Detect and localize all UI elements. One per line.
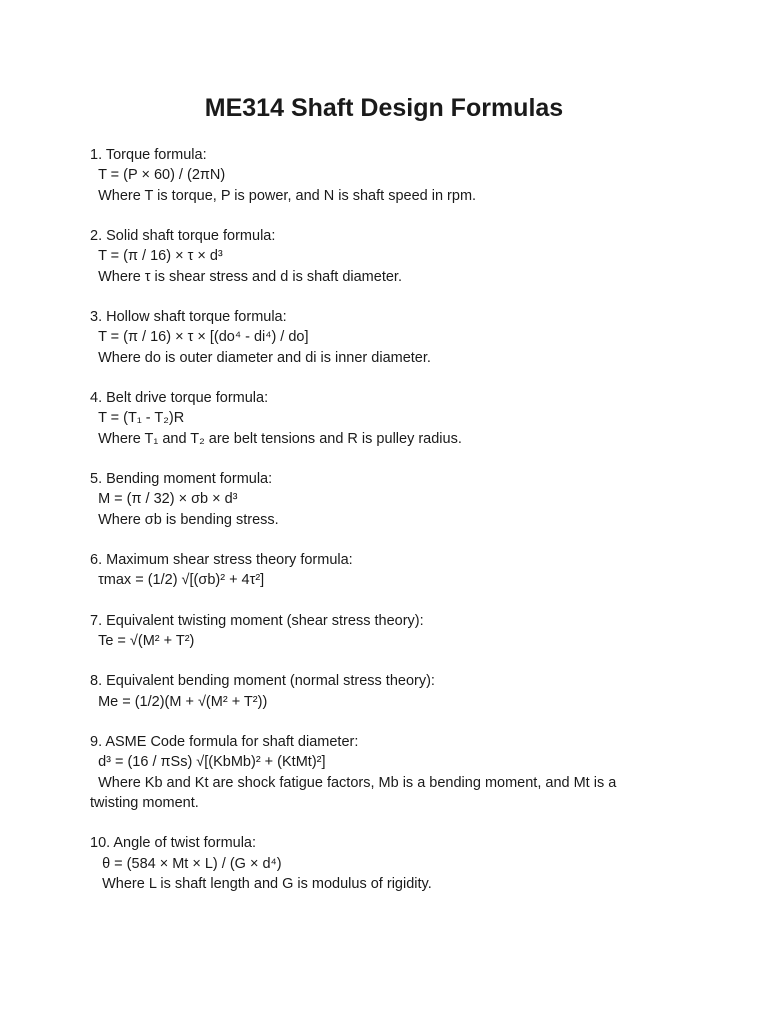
formula-line: T = (T₁ - T₂)R <box>90 410 185 427</box>
formula-line: θ = (584 × Mt × L) / (G × d⁴) <box>90 855 282 872</box>
formula-line: τmax = (1/2) √[(σb)² + 4τ²] <box>90 572 265 589</box>
section-heading: 4. Belt drive torque formula: <box>90 390 269 407</box>
formula-note: Where Kb and Kt are shock fatigue factors, Mb is a bending moment, and Mt is a twisting moment. <box>90 774 621 812</box>
section-heading: 7. Equivalent twisting moment (shear stress theory): <box>90 612 424 629</box>
section-heading: 6. Maximum shear stress theory formula: <box>90 552 353 569</box>
page-title: ME314 Shaft Design Formulas <box>204 94 564 122</box>
section-heading: 5. Bending moment formula: <box>90 471 273 488</box>
formula-section-asme-code <box>90 732 650 814</box>
formula-line: M = (π / 32) × σb × d³ <box>90 491 238 508</box>
formula-section-torque <box>90 145 650 206</box>
section-heading: 2. Solid shaft torque formula: <box>90 228 276 245</box>
formula-note: Where T₁ and T₂ are belt tensions and R is pulley radius. <box>90 430 462 447</box>
formula-section-belt-drive <box>90 388 650 449</box>
formula-note: Where σb is bending stress. <box>90 511 279 528</box>
formula-section-hollow-shaft <box>90 307 650 368</box>
formula-list <box>90 145 650 914</box>
formula-section-max-shear <box>90 550 650 591</box>
formula-section-equivalent-bending <box>90 671 650 712</box>
formula-note: Where L is shaft length and G is modulus of rigidity. <box>90 876 432 893</box>
formula-section-solid-shaft <box>90 226 650 287</box>
formula-note: Where T is torque, P is power, and N is shaft speed in rpm. <box>90 187 477 204</box>
formula-section-bending-moment <box>90 469 650 530</box>
formula-note: Where τ is shear stress and d is shaft diameter. <box>90 268 402 285</box>
formula-line: d³ = (16 / πSs) √[(KbMb)² + (KtMt)²] <box>90 754 326 771</box>
formula-line: T = (P × 60) / (2πN) <box>90 167 226 184</box>
formula-note: Where do is outer diameter and di is inner diameter. <box>90 349 431 366</box>
formula-section-equivalent-twisting <box>90 611 650 652</box>
section-heading: 8. Equivalent bending moment (normal stress theory): <box>90 673 435 690</box>
formula-line: T = (π / 16) × τ × [(do⁴ - di⁴) / do] <box>90 329 309 346</box>
formula-section-angle-of-twist <box>90 833 650 894</box>
section-heading: 9. ASME Code formula for shaft diameter: <box>90 733 359 750</box>
section-heading: 1. Torque formula: <box>90 147 207 163</box>
section-heading: 3. Hollow shaft torque formula: <box>90 309 287 326</box>
formula-line: Te = √(M² + T²) <box>90 633 195 650</box>
formula-line: T = (π / 16) × τ × d³ <box>90 248 223 265</box>
section-heading: 10. Angle of twist formula: <box>90 835 257 852</box>
formula-line: Me = (1/2)(M + √(M² + T²)) <box>90 693 268 710</box>
